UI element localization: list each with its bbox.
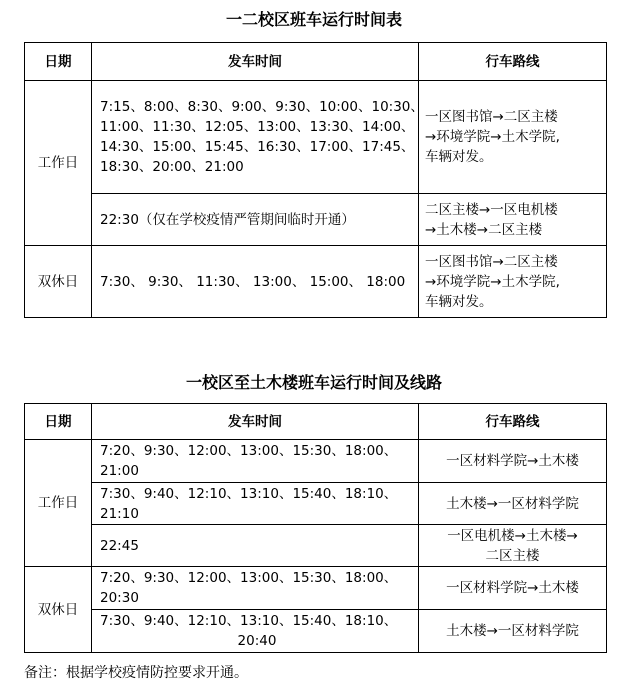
workday-late-route-cell <box>419 194 607 246</box>
route-line: 一区材料学院→土木楼 <box>446 453 579 469</box>
time-line: 22:45 <box>100 537 139 554</box>
weekend-times-cell-2 <box>92 610 419 653</box>
header-route: 行车路线 <box>419 43 607 81</box>
route-line: 一区材料学院→土木楼 <box>446 580 579 596</box>
header-departure-time: 发车时间 <box>92 404 419 440</box>
route-line: →环境学院→土木学院, <box>425 129 560 145</box>
header-route: 行车路线 <box>419 404 607 440</box>
route-line: 二区主楼 <box>485 547 540 564</box>
footnote: 备注：根据学校疫情防控要求开通。 <box>24 665 248 681</box>
time-line: 7:20、9:30、12:00、13:00、15:30、18:00、 <box>100 570 398 586</box>
workday-route-cell-2 <box>419 483 607 525</box>
header-departure-time: 发车时间 <box>92 43 419 81</box>
route-line: 土木楼→一区材料学院 <box>446 623 579 639</box>
time-line: 11:00、11:30、12:05、13:00、13:30、14:00、 <box>100 119 415 135</box>
time-line: 14:30、15:00、15:45、16:30、17:00、17:45、 <box>100 139 415 155</box>
workday-label: 工作日 <box>25 81 92 246</box>
route-line: 土木楼→一区材料学院 <box>446 495 579 512</box>
table1-title: 一二校区班车运行时间表 <box>225 10 402 29</box>
weekend-label: 双休日 <box>25 567 92 653</box>
time-line: 7:20、9:30、12:00、13:00、15:30、18:00、 <box>100 443 398 459</box>
route-line: 一区图书馆→二区主楼 <box>425 253 558 270</box>
route-line: 车辆对发。 <box>425 293 493 310</box>
time-line: 21:00 <box>100 463 139 479</box>
workday-times-cell-3 <box>92 525 419 567</box>
time-line: 7:15、8:00、8:30、9:00、9:30、10:00、10:30、 <box>100 99 424 115</box>
time-line: 7:30、9:40、12:10、13:10、15:40、18:10、 <box>100 613 398 629</box>
time-line: 20:30 <box>100 590 139 606</box>
workday-times-cell-2 <box>92 483 419 525</box>
route-line: →土木楼→二区主楼 <box>425 221 543 238</box>
weekend-label: 双休日 <box>25 246 92 318</box>
workday-route-cell <box>419 81 607 194</box>
weekend-times-cell-1 <box>92 567 419 610</box>
time-line: 21:10 <box>100 505 139 522</box>
route-line: 一区电机楼→土木楼→ <box>447 527 578 544</box>
time-line: 20:40 <box>237 633 277 649</box>
workday-label: 工作日 <box>25 440 92 567</box>
route-line: 车辆对发。 <box>425 149 493 165</box>
header-date: 日期 <box>25 43 92 81</box>
route-line: 二区主楼→一区电机楼 <box>425 201 558 218</box>
shuttle-schedule-table-1 <box>24 42 607 318</box>
time-line: 7:30、9:40、12:10、13:10、15:40、18:10、 <box>100 485 398 502</box>
workday-times-cell-1 <box>92 440 419 483</box>
time-line: 18:30、20:00、21:00 <box>100 159 244 175</box>
time-line: 7:30、 9:30、 11:30、 13:00、 15:00、 18:00 <box>100 273 406 290</box>
shuttle-schedule-table-2 <box>24 403 607 653</box>
table2-title: 一校区至土木楼班车运行时间及线路 <box>185 373 442 392</box>
route-line: 一区图书馆→二区主楼 <box>425 109 558 125</box>
weekend-times-cell <box>92 246 419 318</box>
time-line: 22:30（仅在学校疫情严管期间临时开通） <box>100 211 355 228</box>
header-date: 日期 <box>25 404 92 440</box>
weekend-route-cell <box>419 246 607 318</box>
route-line: →环境学院→土木学院, <box>425 273 560 290</box>
workday-late-times-cell <box>92 194 419 246</box>
workday-route-cell-1 <box>419 440 607 483</box>
weekend-route-cell-1 <box>419 567 607 610</box>
weekend-route-cell-2 <box>419 610 607 653</box>
workday-route-cell-3 <box>419 525 607 567</box>
workday-times-cell <box>92 81 424 194</box>
